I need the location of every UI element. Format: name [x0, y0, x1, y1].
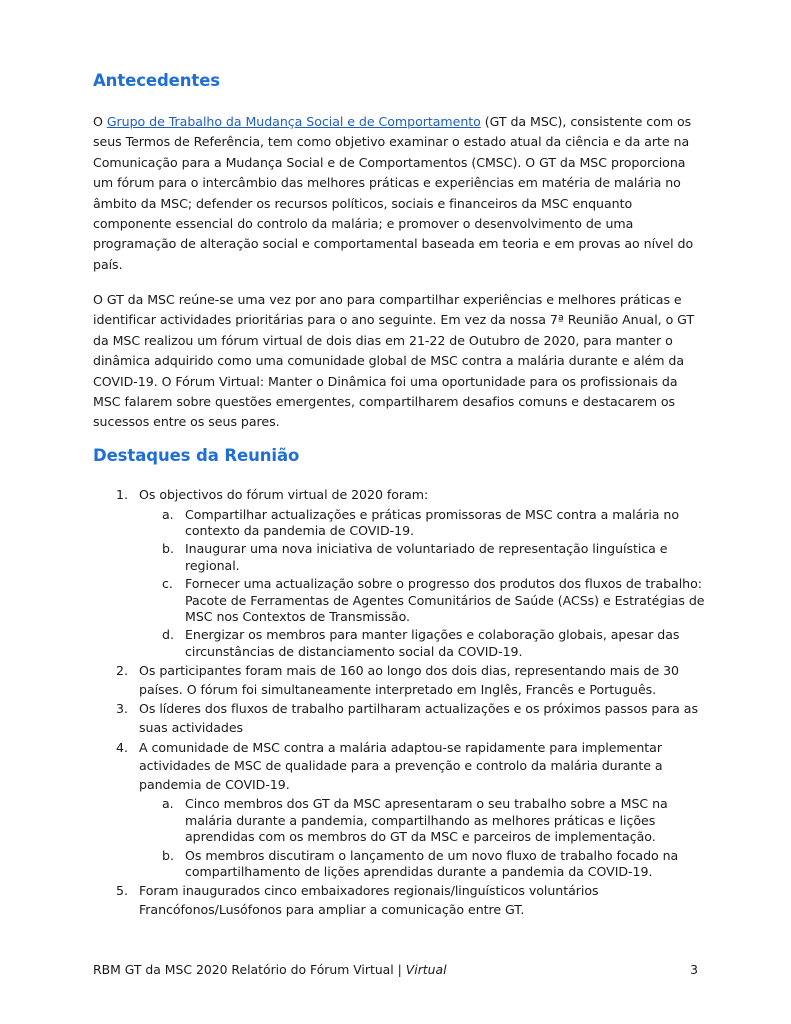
sub-list-item: a. Compartilhar actualizações e práticas promissoras de MSC contra a malária no contexto da pandemia de COVID-19. [162, 506, 680, 538]
page-number: 3 [690, 962, 698, 977]
sub-list-item: b. Inaugurar uma nova iniciativa de voluntariado de representação linguística e regional. [162, 541, 668, 573]
sub-list-item: a. Cinco membros dos GT da MSC apresentaram o seu trabalho sobre a MSC na malária durante a pandemia, compartilhando as melhores práticas e lições aprendidas com os membros do GT da MSC e parceiros de implementação. [162, 796, 668, 845]
list-item: 1. Os objectivos do fórum virtual de 2020 foram: a. Compartilhar actualizações e práticas promissoras de MSC contra a malária no contexto da pandemia de COVID-19. b. Inaugurar uma nova iniciativa de voluntariado de representação linguística e regional. c. Fornecer uma actualização sobre o progresso dos produtos dos fluxos de trabalho: Pacote de Ferramentas de Agentes Comunitários de Saúde (ACSs) e Estratégias de MSC nos Contextos de Transmissão. d. Energizar os membros para manter ligações e colaboração globais, apesar das circunstâncias de distanciamento social da COVID-19. [116, 487, 705, 659]
background-paragraph-2: O GT da MSC reúne-se uma vez por ano para compartilhar experiências e melhores práticas e identificar actividades prioritárias para o ano seguinte. Em vez da nossa 7ª Reunião Anual, o GT da MSC realizou um fórum virtual de dois dias em 21-22 de Outubro de 2020, para manter o dinâmica adquirido como uma comunidade global de MSC contra a malária durante e além da COVID-19. O Fórum Virtual: Manter o Dinâmica foi uma oportunidade para os profissionais da MSC falarem sobre questões emergentes, compartilharem desafios comuns e destacarem os sucessos entre os seus pares. [93, 292, 695, 430]
working-group-link[interactable]: Grupo de Trabalho da Mudança Social e de Comportamento [106, 114, 481, 129]
section-heading-background: Antecedentes [93, 71, 221, 90]
section-heading-highlights: Destaques da Reunião [93, 446, 300, 465]
sub-list-item: c. Fornecer uma actualização sobre o progresso dos produtos dos fluxos de trabalho: Pacote de Ferramentas de Agentes Comunitários de Saúde (ACSs) e Estratégias de MSC nos Contextos de Transmissão. [162, 576, 705, 625]
footer-title: RBM GT da MSC 2020 Relatório do Fórum Virtual | Virtual [93, 962, 447, 977]
sub-list-item: d. Energizar os membros para manter ligações e colaboração globais, apesar das circunstâncias de distanciamento social da COVID-19. [162, 627, 680, 659]
page-footer [93, 962, 698, 977]
sub-list [139, 796, 705, 880]
list-item: 4. A comunidade de MSC contra a malária adaptou-se rapidamente para implementar actividades de MSC de qualidade para a prevenção e controlo da malária durante a pandemia de COVID-19. a. Cinco membros dos GT da MSC apresentaram o seu trabalho sobre a MSC na malária durante a pandemia, compartilhando as melhores práticas e lições aprendidas com os membros do GT da MSC e parceiros de implementação. b. Os membros discutiram o lançamento de um novo fluxo de trabalho focado na compartilhamento de lições aprendidas durante a pandemia da COVID-19. [93, 739, 705, 881]
background-paragraph-1: O Grupo de Trabalho da Mudança Social e de Comportamento (GT da MSC), consistente com os seus Termos de Referência, tem como objetivo examinar o estado atual da ciência e da arte na Comunicação para a Mudança Social e de Comportamentos (CMSC). O GT da MSC proporciona um fórum para o intercâmbio das melhores práticas e experiências em matéria de malária no âmbito da MSC; defender os recursos políticos, sociais e financeiros da MSC enquanto componente essencial do controlo da malária; e promover o desenvolvimento de uma programação de alteração social e comportamental baseada em teoria e em provas ao nível do país. [93, 114, 694, 272]
list-item: 5. Foram inaugurados cinco embaixadores regionais/linguísticos voluntários Francófonos/Lusófonos para ampliar a comunicação entre GT. [116, 883, 599, 918]
sub-list-item: b. Os membros discutiram o lançamento de um novo fluxo de trabalho focado na compartilhamento de lições aprendidas durante a pandemia da COVID-19. [162, 847, 679, 880]
sub-list [139, 507, 705, 661]
list-item: 2. Os participantes foram mais de 160 ao longo dos dois dias, representando mais de 30 países. O fórum foi simultaneamente interpretado em Inglês, Francês e Português. [116, 663, 680, 697]
highlights-list [93, 486, 705, 921]
list-item: 3. Os líderes dos fluxos de trabalho partilharam actualizações e os próximos passos para as suas actividades [116, 701, 698, 736]
